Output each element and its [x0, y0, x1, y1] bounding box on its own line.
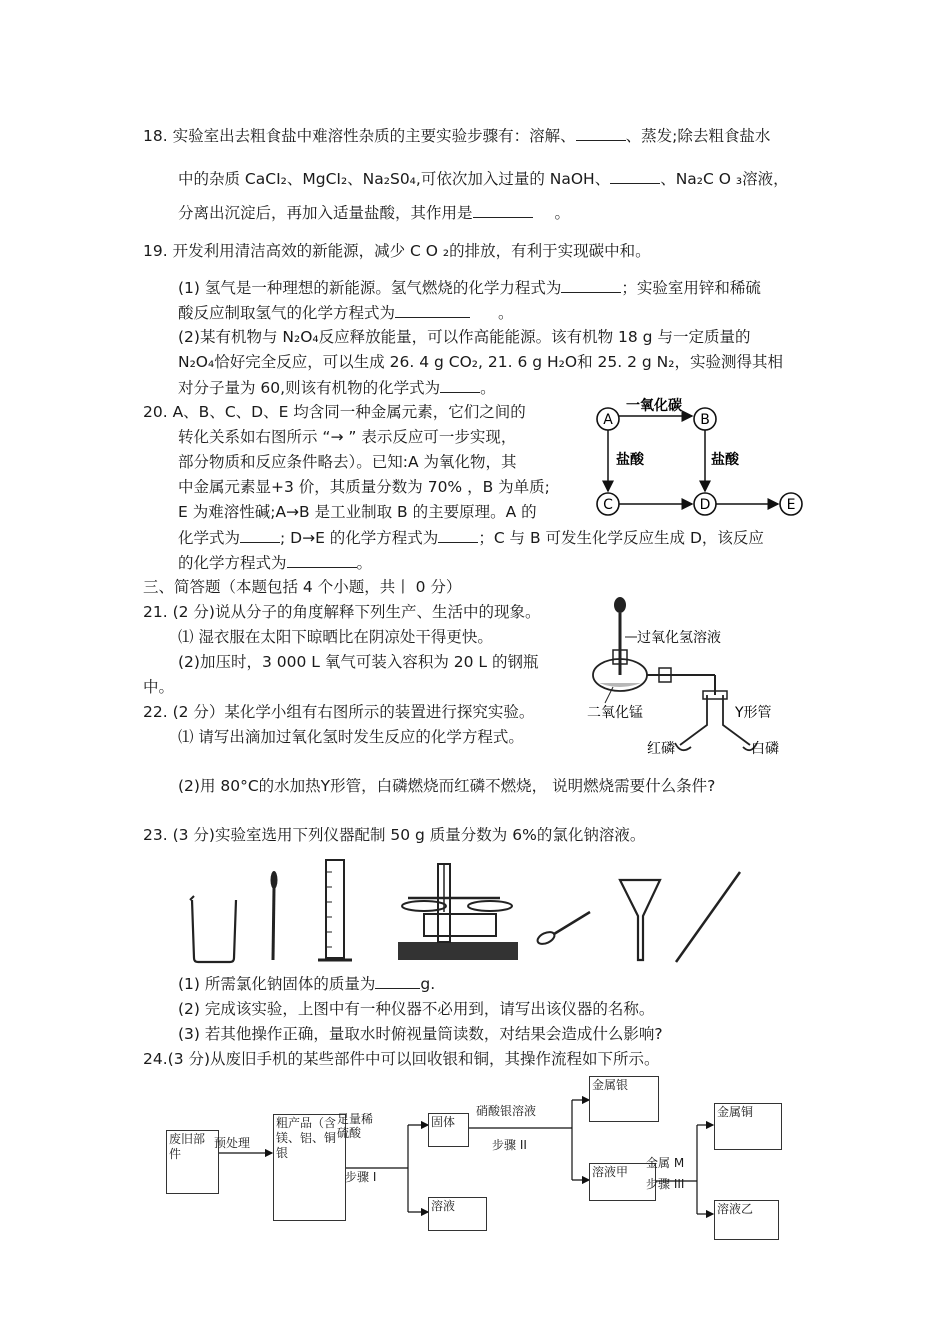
- q22-line1: 22. (2 分）某化学小组有右图所示的装置进行探究实验。: [143, 703, 535, 721]
- q19-line2: (1) 氢气是一种理想的新能源。氢气燃烧的化学力程式为 ；实验室用锌和稀硫: [178, 276, 761, 299]
- q23-line3: (2) 完成该实验，上图中有一种仪器不必用到，请写出该仪器的名称。: [178, 1000, 655, 1018]
- q18-line3: 分离出沉淀后，再加入适量盐酸，其作用是 。: [178, 201, 570, 224]
- q23-line1: 23. (3 分)实验室选用下列仪器配制 50 g 质量分数为 6%的氯化钠溶液。: [143, 826, 646, 844]
- q24-line1: 24.(3 分)从废旧手机的某些部件中可以回收银和铜，其操作流程如下所示。: [143, 1050, 660, 1068]
- node-e-label: E: [786, 497, 796, 513]
- flow-box-copper: 金属铜: [714, 1103, 782, 1150]
- q20-line4: 中金属元素显+3 价，其质量分数为 70% ，B 为单质;: [178, 478, 550, 496]
- flow-box-silver: 金属银: [589, 1076, 659, 1122]
- q19-line3: 酸反应制取氢气的化学方程式为 。: [178, 301, 514, 324]
- q20-line7: 的化学方程式为 。: [178, 551, 372, 574]
- q19-line6: 对分子量为 60,则该有机物的化学式为 。: [178, 376, 496, 399]
- q22-line3: (2)用 80°C的水加热Y形管，白磷燃烧而红磷不燃烧， 说明燃烧需要什么条件?: [178, 777, 716, 795]
- flow-box-crude-product: 粗产品（含镁、铝、铜银: [273, 1114, 346, 1221]
- q20-line6: 化学式为 ; D→E 的化学方程式为 ；C 与 B 可发生化学反应生成 D，该反应: [178, 526, 764, 549]
- flow-label-step1: 步骤 I: [345, 1170, 377, 1184]
- flow-box-solution-a: 溶液甲: [589, 1163, 656, 1201]
- q20-line5: E 为难溶性碱;A→B 是工业制取 B 的主要原理。A 的: [178, 503, 537, 521]
- q21-line2: ⑴ 湿衣服在太阳下晾晒比在阴凉处干得更快。: [178, 628, 493, 646]
- flow-label-agno3: 硝酸银溶液: [476, 1104, 537, 1118]
- flow-label-step3: 步骤 III: [646, 1177, 685, 1191]
- q18-line1: 18. 实验室出去粗食盐中难溶性杂质的主要实验步骤有：溶解、 、蒸发;除去粗食盐水: [143, 124, 770, 147]
- flow-label-acid: 足量稀硫酸: [337, 1112, 374, 1140]
- node-c-label: C: [603, 497, 613, 513]
- q23-line4: (3) 若其他操作正确，量取水时俯视量筒读数，对结果会造成什么影响?: [178, 1025, 663, 1043]
- flow-box-solution: 溶液: [428, 1197, 487, 1231]
- flow-label-step2: 步骤 II: [492, 1138, 527, 1152]
- q20-line2: 转化关系如右图所示 “→ ” 表示反应可一步实现，: [178, 428, 517, 446]
- flow-box-solid: 固体: [428, 1113, 469, 1147]
- q21-line3: (2)加压时，3 000 L 氧气可装入容积为 20 L 的钢瓶: [178, 653, 539, 671]
- label-hcl-right: 盐酸: [711, 452, 739, 468]
- q19-line1: 19. 开发利用清洁高效的新能源，减少 C O ₂的排放，有利于实现碳中和。: [143, 242, 651, 260]
- q21-line4: 中。: [143, 678, 175, 696]
- q21-line1: 21. (2 分)说从分子的角度解释下列生产、生活中的现象。: [143, 603, 541, 621]
- flow-label-pretreat: 预处理: [214, 1136, 251, 1150]
- label-co: 一氧化碳: [626, 398, 682, 414]
- label-h2o2: 过氧化氢溶液: [637, 630, 721, 646]
- q19-line4: (2)某有机物与 N₂O₄反应释放能量，可以作高能能源。该有机物 18 g 与一定质量的: [178, 328, 751, 346]
- q19-line5: N₂O₄恰好完全反应，可以生成 26. 4 g CO₂, 21. 6 g H₂O和 25. 2 g N₂，实验测得其相: [178, 353, 783, 371]
- label-white-p: 白磷: [751, 741, 779, 757]
- node-b-label: B: [700, 412, 710, 428]
- node-a-label: A: [603, 412, 613, 428]
- q20-line1: 20. A、B、C、D、E 均含同一种金属元素，它们之间的: [143, 403, 526, 421]
- q23-line2: (1) 所需氯化钠固体的质量为 g.: [178, 972, 435, 995]
- flow-box-waste-parts: 废旧部件: [166, 1130, 219, 1194]
- label-mno2: 二氧化锰: [587, 705, 643, 721]
- q22-line2: ⑴ 请写出滴加过氧化氢时发生反应的化学方程式。: [178, 728, 524, 746]
- q20-line3: 部分物质和反应条件略去）。已知:A 为氧化物，其: [178, 453, 517, 471]
- flow-label-metal-m: 金属 M: [646, 1156, 685, 1170]
- label-y-tube: Y形管: [735, 705, 772, 721]
- node-d-label: D: [699, 497, 711, 513]
- section-three-heading: 三、简答题（本题包括 4 个小题，共丨 0 分）: [143, 578, 462, 596]
- label-hcl-left: 盐酸: [616, 452, 644, 468]
- label-red-p: 红磷: [647, 741, 675, 757]
- q18-line2: 中的杂质 CaCI₂、MgCI₂、Na₂S0₄,可依次加入过量的 NaOH、 、Na₂C O ₃溶液，: [178, 167, 789, 190]
- flow-box-solution-b: 溶液乙: [714, 1200, 779, 1240]
